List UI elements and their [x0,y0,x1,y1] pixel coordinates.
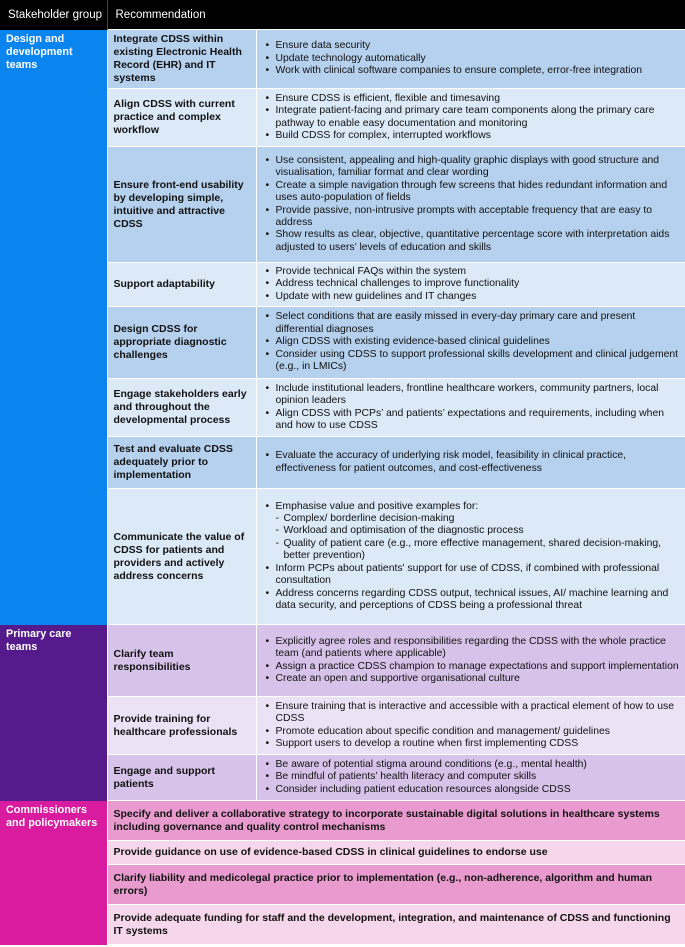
table-row [0,801,685,841]
table-row [0,30,685,89]
recommendation-label: Provide adequate funding for staff and the development, integration, and maintenance of CDSS and functioning IT systems [107,905,685,945]
list-item: • Include institutional leaders, frontline healthcare workers, community partners, local opinion leaders [276,383,681,408]
recommendation-details [256,379,685,437]
recommendation-label: Communicate the value of CDSS for patients and providers and actively address concerns [107,489,256,625]
list-item: • Promote education about specific condition and management/ guidelines [276,726,681,738]
recommendation-details [256,625,685,697]
list-item: • Create a simple navigation through few screens that hides redundant information and uses auto-population of fields [276,180,681,205]
recommendation-label: Test and evaluate CDSS adequately prior to implementation [107,437,256,489]
list-item: • Align CDSS with PCPs’ and patients’ expectations and requirements, including when and how to use CDSS [276,408,681,433]
group-primary-care: Primary care teams [0,625,107,801]
recommendation-details [256,697,685,755]
group-commissioners-policymakers: Commissioners and policymakers [0,801,107,945]
list-item: • Support users to develop a routine when first implementing CDSS [276,738,681,750]
list-item: • Use consistent, appealing and high-quality graphic displays with good structure and visualisation, familiar format and clear wording [276,155,681,180]
sub-list-item: - Quality of patient care (e.g., more effective management, shared decision-making, better prevention) [284,538,681,563]
list-item: • Explicitly agree roles and responsibilities regarding the CDSS with the whole practice team (and patients where applicable) [276,636,681,661]
list-item: • Update with new guidelines and IT changes [276,291,681,303]
recommendation-label: Design CDSS for appropriate diagnostic challenges [107,307,256,379]
list-item: • Consider including patient education resources alongside CDSS [276,784,681,796]
recommendation-label: Clarify team responsibilities [107,625,256,697]
recommendation-label: Specify and deliver a collaborative strategy to incorporate sustainable digital solutions in healthcare systems including governance and quality control mechanisms [107,801,685,841]
recommendation-details [256,437,685,489]
recommendation-details [256,755,685,801]
list-item: • Ensure data security [276,40,681,52]
list-item: • Address technical challenges to improve functionality [276,278,681,290]
list-item: • Build CDSS for complex, interrupted workflows [276,130,681,142]
list-item: • Be aware of potential stigma around conditions (e.g., mental health) [276,759,681,771]
recommendation-label: Align CDSS with current practice and complex workflow [107,89,256,147]
group-design-development: Design and development teams [0,30,107,625]
list-item-text: Emphasise value and positive examples for: [275,500,479,512]
recommendation-details [256,489,685,625]
recommendation-label: Provide training for healthcare professionals [107,697,256,755]
sub-list-item: - Complex/ borderline decision-making [284,513,681,525]
recommendation-label: Engage and support patients [107,755,256,801]
list-item: • Ensure training that is interactive and accessible with a practical element of how to use CDSS [276,701,681,726]
list-item: • Ensure CDSS is efficient, flexible and timesaving [276,93,681,105]
list-item: • Create an open and supportive organisational culture [276,673,681,685]
recommendation-details [256,30,685,89]
sub-list-item: - Workload and optimisation of the diagnostic process [284,525,681,537]
list-item: • Select conditions that are easily missed in every-day primary care and present differential diagnoses [276,311,681,336]
recommendation-label: Ensure front-end usability by developing simple, intuitive and attractive CDSS [107,147,256,263]
recommendation-label: Engage stakeholders early and throughout the developmental process [107,379,256,437]
list-item: • Align CDSS with existing evidence-based clinical guidelines [276,336,681,348]
list-item [276,501,681,563]
header-recommendation: Recommendation [107,0,685,30]
list-item: • Be mindful of patients’ health literacy and computer skills [276,771,681,783]
recommendation-label: Provide guidance on use of evidence-based CDSS in clinical guidelines to endorse use [107,841,685,865]
recommendation-details [256,147,685,263]
list-item: • Address concerns regarding CDSS output, technical issues, AI/ machine learning and data security, and perceptions of CDSS being a professional threat [276,588,681,613]
recommendation-label: Clarify liability and medicolegal practice prior to implementation (e.g., non-adherence, algorithm and human errors) [107,865,685,905]
list-item: • Evaluate the accuracy of underlying risk model, feasibility in clinical practice, effectiveness for patient outcomes, and cost-effectiveness [276,450,681,475]
list-item: • Show results as clear, objective, quantitative percentage score with interpretation aids adjusted to users’ levels of education and skills [276,229,681,254]
list-item: • Work with clinical software companies to ensure complete, error-free integration [276,65,681,77]
recommendation-label: Integrate CDSS within existing Electronic Health Record (EHR) and IT systems [107,30,256,89]
recommendation-label: Support adaptability [107,263,256,307]
list-item: • Provide technical FAQs within the system [276,266,681,278]
list-item: • Assign a practice CDSS champion to manage expectations and support implementation [276,661,681,673]
list-item: • Update technology automatically [276,53,681,65]
table-row [0,625,685,697]
table-header-row [0,0,685,30]
header-stakeholder-group: Stakeholder group [0,0,107,30]
recommendation-details [256,307,685,379]
list-item: • Integrate patient-facing and primary care team components along the primary care pathway to enable easy documentation and monitoring [276,105,681,130]
recommendation-details [256,89,685,147]
recommendation-details [256,263,685,307]
list-item: • Inform PCPs about patients' support for use of CDSS, if combined with professional consultation [276,563,681,588]
list-item: • Provide passive, non-intrusive prompts with acceptable frequency that are easy to address [276,205,681,230]
list-item: • Consider using CDSS to support professional skills development and clinical judgement (e.g., in LMICs) [276,349,681,374]
